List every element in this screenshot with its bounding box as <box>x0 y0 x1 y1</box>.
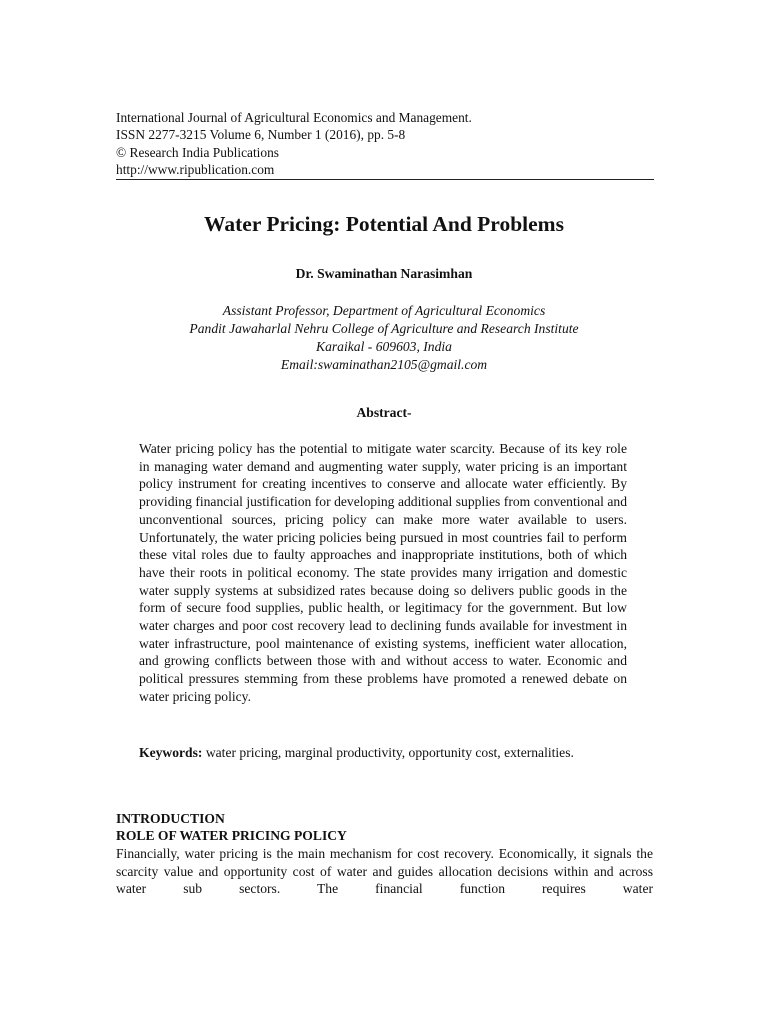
section-body: Financially, water pricing is the main mechanism for cost recovery. Economically, it signals the scarcity value and opportunity cost of water and guides allocation decisions within and across water sub sectors. The financial function requires water <box>116 846 653 897</box>
section-heading: ROLE OF WATER PRICING POLICY <box>116 828 347 843</box>
header-divider <box>116 179 654 180</box>
journal-publisher: © Research India Publications <box>116 144 280 160</box>
keywords <box>139 744 627 762</box>
author-affiliation <box>0 302 768 374</box>
paper-title: Water Pricing: Potential And Problems <box>204 212 564 236</box>
keywords-label: Keywords: <box>139 745 203 760</box>
affiliation-institution: Pandit Jawaharlal Nehru College of Agriculture and Research Institute <box>189 321 579 336</box>
affiliation-position: Assistant Professor, Department of Agricultural Economics <box>222 303 546 318</box>
journal-header <box>116 109 656 178</box>
author-email[interactable]: Email:swaminathan2105@gmail.com <box>280 357 488 372</box>
journal-url[interactable]: http://www.ripublication.com <box>116 161 275 177</box>
introduction-heading: INTRODUCTION <box>116 811 225 826</box>
abstract-body: Water pricing policy has the potential to mitigate water scarcity. Because of its key role in managing water demand and augmenting water supply, water pricing is an important policy instrument for creating incentives to conserve and allocate water efficiently. By providing financial justification for developing additional supplies from conventional and unconventional sources, pricing policy can make more water available to users. Unfortunately, the water pricing policies being pursued in most countries fail to perform these vital roles due to faulty approaches and inappropriate institutions, both of which have their roots in political economy. The state provides many irrigation and domestic water supply systems at subsidized rates because doing so delivers public goods in the form of secure food supplies, public health, or legitimacy for the government. But low water charges and poor cost recovery lead to declining funds available for investment in water infrastructure, pool maintenance of existing systems, inefficient water allocation, and growing conflicts between those with and without access to water. Economic and political pressures stemming from these problems have promoted a renewed debate on water pricing policy. <box>139 441 627 704</box>
journal-name: International Journal of Agricultural Economics and Management. <box>116 110 472 125</box>
keywords-text: water pricing, marginal productivity, opportunity cost, externalities. <box>202 745 574 760</box>
abstract-heading: Abstract- <box>356 405 412 420</box>
author-name: Dr. Swaminathan Narasimhan <box>295 266 473 281</box>
affiliation-location: Karaikal - 609603, India <box>316 339 452 354</box>
journal-issn: ISSN 2277-3215 Volume 6, Number 1 (2016), pp. 5-8 <box>116 127 406 143</box>
